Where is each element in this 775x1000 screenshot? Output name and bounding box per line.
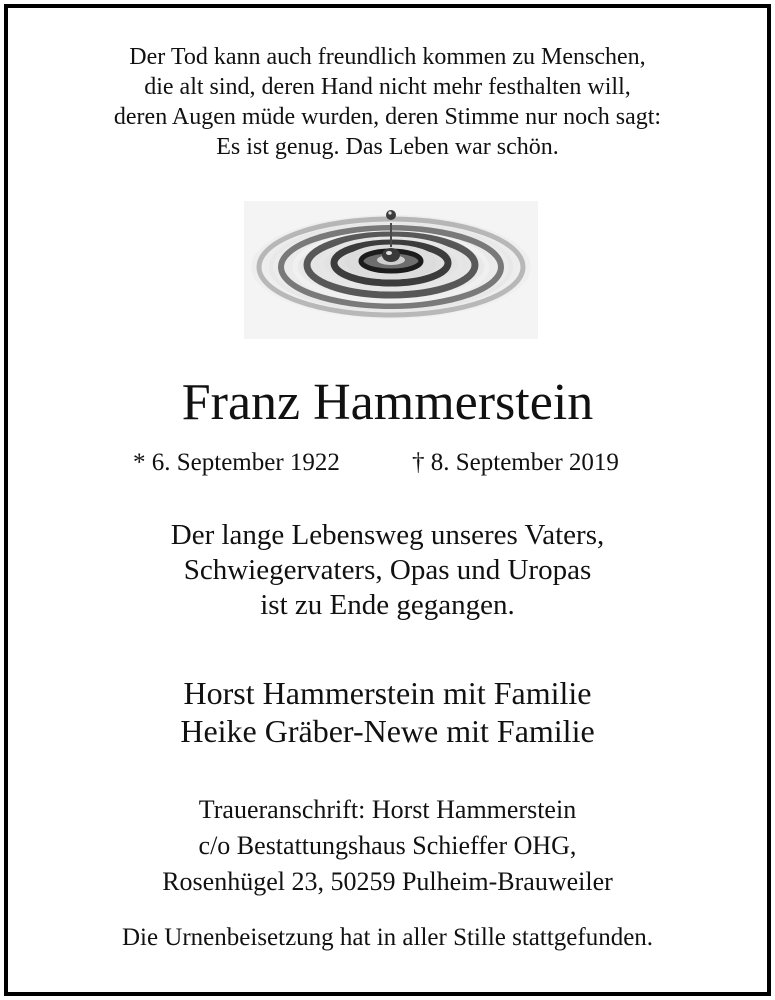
death-date: † 8. September 2019 <box>412 449 619 476</box>
tribute-line: Der lange Lebensweg unseres Vaters, <box>170 519 605 551</box>
address-line: c/o Bestattungshaus Schieffer OHG, <box>198 831 577 860</box>
deceased-name: Franz Hammerstein <box>181 374 594 431</box>
poem-line: die alt sind, deren Hand nicht mehr festhalten will, <box>144 74 631 100</box>
mourner-line: Horst Hammerstein mit Familie <box>183 675 592 711</box>
tribute-line: Schwiegervaters, Opas und Uropas <box>183 554 592 586</box>
tribute-line: ist zu Ende gegangen. <box>260 589 515 621</box>
poem-line: Der Tod kann auch freundlich kommen zu Menschen, <box>129 44 646 70</box>
mourners <box>0 674 775 750</box>
poem <box>0 42 775 162</box>
birth-date: * 6. September 1922 <box>133 449 340 476</box>
poem-line: deren Augen müde wurden, deren Stimme nur noch sagt: <box>113 104 662 130</box>
poem-line: Es ist genug. Das Leben war schön. <box>216 134 559 160</box>
mourner-line: Heike Gräber-Newe mit Familie <box>180 713 595 749</box>
address-line: Rosenhügel 23, 50259 Pulheim-Brauweiler <box>162 867 613 896</box>
tribute-text <box>0 518 775 623</box>
water-drop-ripples-icon <box>244 201 538 339</box>
address-line: Traueranschrift: Horst Hammerstein <box>198 795 577 824</box>
closing-note: Die Urnenbeisetzung hat in aller Stille stattgefunden. <box>121 924 654 951</box>
mourning-address <box>0 792 775 900</box>
